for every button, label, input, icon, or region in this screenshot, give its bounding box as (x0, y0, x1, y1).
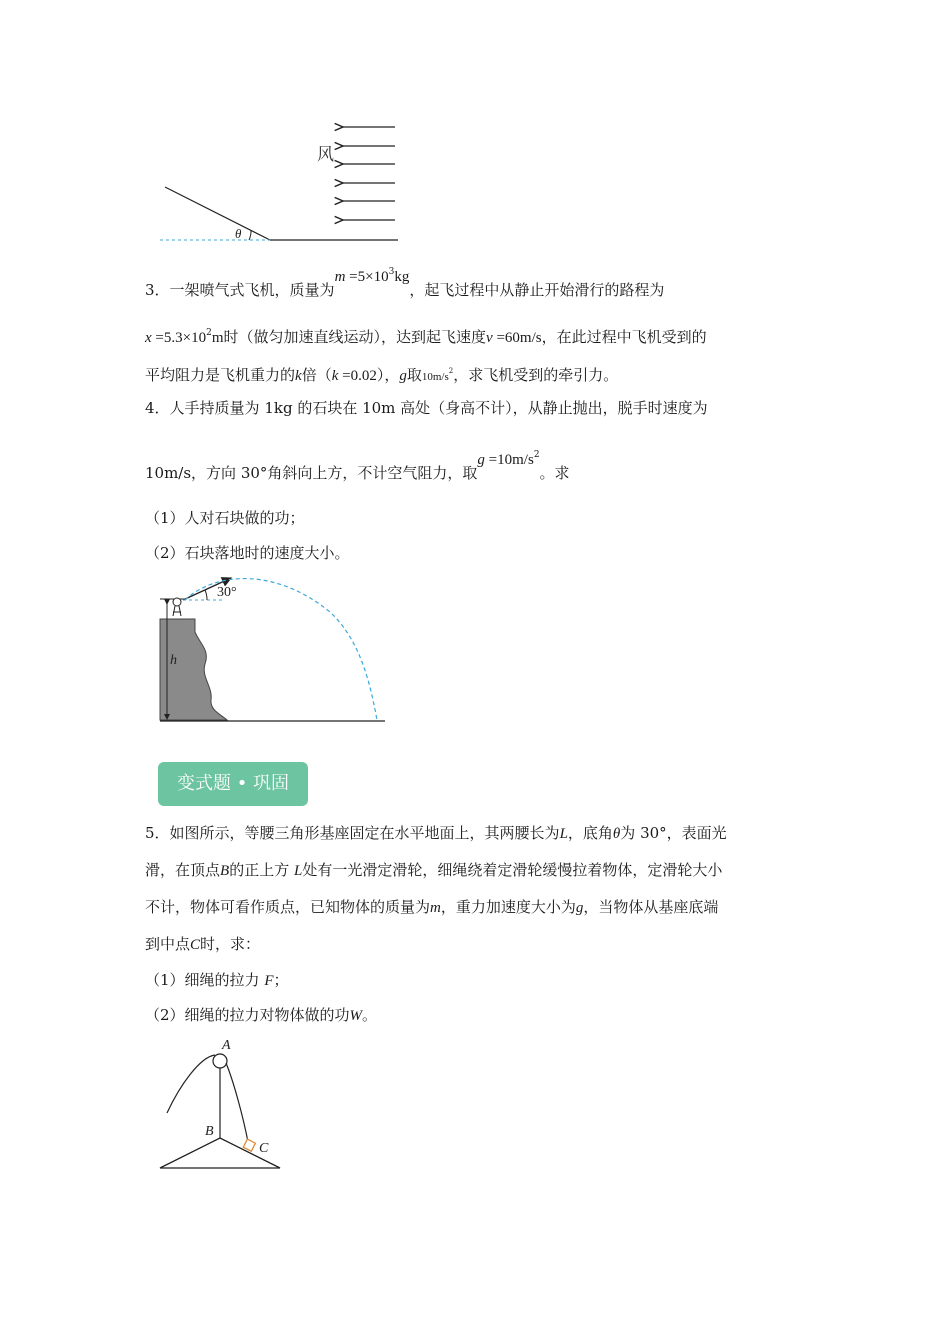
triangle-pulley-figure (155, 1035, 290, 1175)
q4-sub2: （2）石块落地时的速度大小。 (145, 544, 350, 562)
projectile-cliff-figure (155, 572, 390, 727)
q5-number: 5． (145, 824, 170, 842)
variant-consolidation-banner: 变式题 • 巩固 (158, 762, 308, 806)
point-B-label: B (205, 1124, 214, 1139)
q3-line2: $x =5.3\times 10^2m$时（做匀加速直线运动），达到起飞速度v =60m/s，在此过程中飞机受到的 (145, 328, 707, 346)
q5-sub2: （2）细绳的拉力对物体做的功W。 (145, 1006, 378, 1024)
angle-label: 30° (217, 585, 237, 600)
q3-line3: 平均阻力是飞机重力的k倍（k =0.02），g取$10m/s^2$，求飞机受到的牵引力。 (145, 366, 619, 384)
theta-label: θ (235, 226, 242, 241)
wind-slope-figure (150, 115, 410, 250)
q4-number: 4． (145, 399, 170, 417)
q4-sub1: （1）人对石块做的功； (145, 509, 305, 527)
q4-line2: 10m/s，方向 30°角斜向上方，不计空气阻力，取$g =10m/s^2$。求 (145, 450, 570, 482)
q5-sub1: （1）细绳的拉力 F； (145, 971, 289, 989)
wind-label: 风 (317, 145, 334, 165)
height-label: h (170, 653, 177, 668)
q3-number: 3． (145, 281, 170, 299)
q5-line2: 滑，在顶点B的正上方 L处有一光滑定滑轮，细绳绕着定滑轮缓慢拉着物体，定滑轮大小 (145, 861, 723, 879)
q5-line3: 不计，物体可看作质点，已知物体的质量为m，重力加速度大小为g，当物体从基座底端 (145, 898, 719, 916)
point-A-label: A (222, 1038, 231, 1053)
q3-line1: 3．一架喷气式飞机，质量为$m =5\times 10^3kg$，起飞过程中从静止开始滑行的路程为 (145, 267, 665, 299)
point-C-label: C (259, 1141, 269, 1156)
q5-line4: 到中点C时，求： (145, 935, 261, 953)
q4-line1: 4．人手持质量为 1kg 的石块在 10m 高处（身高不计），从静止抛出，脱手时速度为 (145, 399, 708, 417)
q5-line1: 5．如图所示，等腰三角形基座固定在水平地面上，其两腰长为L，底角θ为 30°，表面光 (145, 824, 727, 842)
